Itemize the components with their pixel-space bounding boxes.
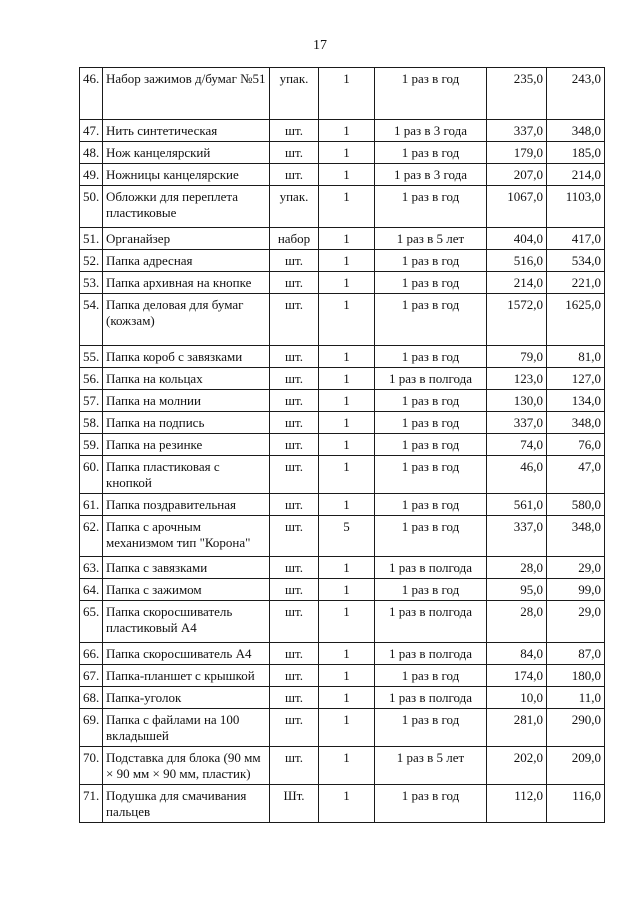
row-number-cell: 53.	[80, 272, 103, 294]
price-value-max-cell: 243,0	[547, 68, 605, 120]
price-value-cell: 561,0	[487, 494, 547, 516]
table-row	[80, 687, 605, 709]
price-value-max-cell: 127,0	[547, 368, 605, 390]
table-row	[80, 390, 605, 412]
price-value-cell: 516,0	[487, 250, 547, 272]
replacement-frequency-cell: 1 раз в полгода	[375, 643, 487, 665]
price-value-cell: 28,0	[487, 601, 547, 643]
item-name-cell: Папка на молнии	[103, 390, 270, 412]
unit-of-measure-cell: шт.	[270, 665, 319, 687]
quantity-cell: 1	[319, 456, 375, 494]
unit-of-measure-cell: упак.	[270, 186, 319, 228]
quantity-cell: 1	[319, 68, 375, 120]
item-name-cell: Ножницы канцелярские	[103, 164, 270, 186]
row-number-cell: 71.	[80, 785, 103, 823]
price-value-cell: 28,0	[487, 557, 547, 579]
row-number-cell: 54.	[80, 294, 103, 346]
unit-of-measure-cell: шт.	[270, 494, 319, 516]
unit-of-measure-cell: шт.	[270, 272, 319, 294]
replacement-frequency-cell: 1 раз в год	[375, 68, 487, 120]
unit-of-measure-cell: шт.	[270, 516, 319, 557]
supplies-table	[79, 67, 605, 823]
replacement-frequency-cell: 1 раз в 3 года	[375, 120, 487, 142]
unit-of-measure-cell: шт.	[270, 164, 319, 186]
price-value-cell: 207,0	[487, 164, 547, 186]
unit-of-measure-cell: шт.	[270, 368, 319, 390]
price-value-max-cell: 348,0	[547, 120, 605, 142]
table-row	[80, 601, 605, 643]
unit-of-measure-cell: упак.	[270, 68, 319, 120]
item-name-cell: Папка архивная на кнопке	[103, 272, 270, 294]
price-value-max-cell: 290,0	[547, 709, 605, 747]
table-row	[80, 579, 605, 601]
unit-of-measure-cell: шт.	[270, 250, 319, 272]
row-number-cell: 68.	[80, 687, 103, 709]
replacement-frequency-cell: 1 раз в год	[375, 494, 487, 516]
price-value-max-cell: 180,0	[547, 665, 605, 687]
item-name-cell: Папка короб с завязками	[103, 346, 270, 368]
price-value-max-cell: 185,0	[547, 142, 605, 164]
table-row	[80, 250, 605, 272]
row-number-cell: 47.	[80, 120, 103, 142]
replacement-frequency-cell: 1 раз в 3 года	[375, 164, 487, 186]
replacement-frequency-cell: 1 раз в год	[375, 412, 487, 434]
item-name-cell: Папка с завязками	[103, 557, 270, 579]
table-row	[80, 164, 605, 186]
item-name-cell: Папка-планшет с крышкой	[103, 665, 270, 687]
price-value-cell: 337,0	[487, 516, 547, 557]
quantity-cell: 1	[319, 164, 375, 186]
quantity-cell: 1	[319, 294, 375, 346]
replacement-frequency-cell: 1 раз в год	[375, 186, 487, 228]
row-number-cell: 50.	[80, 186, 103, 228]
row-number-cell: 58.	[80, 412, 103, 434]
price-value-max-cell: 214,0	[547, 164, 605, 186]
unit-of-measure-cell: шт.	[270, 643, 319, 665]
unit-of-measure-cell: шт.	[270, 390, 319, 412]
row-number-cell: 66.	[80, 643, 103, 665]
table-row	[80, 272, 605, 294]
price-value-cell: 95,0	[487, 579, 547, 601]
price-value-max-cell: 1103,0	[547, 186, 605, 228]
price-value-max-cell: 417,0	[547, 228, 605, 250]
unit-of-measure-cell: шт.	[270, 434, 319, 456]
price-value-cell: 235,0	[487, 68, 547, 120]
row-number-cell: 48.	[80, 142, 103, 164]
replacement-frequency-cell: 1 раз в год	[375, 785, 487, 823]
replacement-frequency-cell: 1 раз в год	[375, 250, 487, 272]
price-value-max-cell: 81,0	[547, 346, 605, 368]
quantity-cell: 1	[319, 228, 375, 250]
unit-of-measure-cell: шт.	[270, 294, 319, 346]
price-value-cell: 214,0	[487, 272, 547, 294]
price-value-max-cell: 209,0	[547, 747, 605, 785]
item-name-cell: Папка с зажимом	[103, 579, 270, 601]
row-number-cell: 59.	[80, 434, 103, 456]
replacement-frequency-cell: 1 раз в год	[375, 346, 487, 368]
row-number-cell: 69.	[80, 709, 103, 747]
row-number-cell: 60.	[80, 456, 103, 494]
quantity-cell: 1	[319, 665, 375, 687]
price-value-cell: 130,0	[487, 390, 547, 412]
quantity-cell: 1	[319, 412, 375, 434]
row-number-cell: 51.	[80, 228, 103, 250]
price-value-cell: 202,0	[487, 747, 547, 785]
replacement-frequency-cell: 1 раз в 5 лет	[375, 747, 487, 785]
table-row	[80, 643, 605, 665]
row-number-cell: 57.	[80, 390, 103, 412]
quantity-cell: 1	[319, 747, 375, 785]
unit-of-measure-cell: шт.	[270, 142, 319, 164]
quantity-cell: 1	[319, 494, 375, 516]
replacement-frequency-cell: 1 раз в год	[375, 294, 487, 346]
unit-of-measure-cell: набор	[270, 228, 319, 250]
price-value-max-cell: 348,0	[547, 516, 605, 557]
unit-of-measure-cell: шт.	[270, 709, 319, 747]
item-name-cell: Папка поздравительная	[103, 494, 270, 516]
unit-of-measure-cell: шт.	[270, 346, 319, 368]
item-name-cell: Папка на резинке	[103, 434, 270, 456]
item-name-cell: Нож канцелярский	[103, 142, 270, 164]
table-row	[80, 557, 605, 579]
quantity-cell: 5	[319, 516, 375, 557]
row-number-cell: 63.	[80, 557, 103, 579]
row-number-cell: 67.	[80, 665, 103, 687]
table-row	[80, 142, 605, 164]
price-value-max-cell: 580,0	[547, 494, 605, 516]
replacement-frequency-cell: 1 раз в год	[375, 709, 487, 747]
price-value-cell: 112,0	[487, 785, 547, 823]
unit-of-measure-cell: шт.	[270, 120, 319, 142]
table-body	[80, 68, 605, 823]
item-name-cell: Папка пластиковая с кнопкой	[103, 456, 270, 494]
price-value-cell: 123,0	[487, 368, 547, 390]
price-value-max-cell: 116,0	[547, 785, 605, 823]
row-number-cell: 56.	[80, 368, 103, 390]
quantity-cell: 1	[319, 643, 375, 665]
quantity-cell: 1	[319, 709, 375, 747]
replacement-frequency-cell: 1 раз в год	[375, 142, 487, 164]
item-name-cell: Органайзер	[103, 228, 270, 250]
item-name-cell: Набор зажимов д/бумаг №51	[103, 68, 270, 120]
row-number-cell: 64.	[80, 579, 103, 601]
row-number-cell: 55.	[80, 346, 103, 368]
table-row	[80, 346, 605, 368]
table-row	[80, 747, 605, 785]
price-value-cell: 281,0	[487, 709, 547, 747]
row-number-cell: 62.	[80, 516, 103, 557]
price-value-max-cell: 221,0	[547, 272, 605, 294]
quantity-cell: 1	[319, 346, 375, 368]
price-value-cell: 179,0	[487, 142, 547, 164]
unit-of-measure-cell: шт.	[270, 456, 319, 494]
table-row	[80, 494, 605, 516]
row-number-cell: 52.	[80, 250, 103, 272]
page-number: 17	[313, 38, 327, 53]
replacement-frequency-cell: 1 раз в полгода	[375, 557, 487, 579]
unit-of-measure-cell: шт.	[270, 579, 319, 601]
quantity-cell: 1	[319, 687, 375, 709]
item-name-cell: Нить синтетическая	[103, 120, 270, 142]
row-number-cell: 65.	[80, 601, 103, 643]
table-row	[80, 516, 605, 557]
replacement-frequency-cell: 1 раз в год	[375, 516, 487, 557]
price-value-cell: 46,0	[487, 456, 547, 494]
table-row	[80, 186, 605, 228]
replacement-frequency-cell: 1 раз в полгода	[375, 368, 487, 390]
price-value-cell: 84,0	[487, 643, 547, 665]
replacement-frequency-cell: 1 раз в год	[375, 390, 487, 412]
price-value-max-cell: 348,0	[547, 412, 605, 434]
unit-of-measure-cell: шт.	[270, 601, 319, 643]
price-value-cell: 337,0	[487, 412, 547, 434]
table-row	[80, 665, 605, 687]
table-row	[80, 68, 605, 120]
row-number-cell: 61.	[80, 494, 103, 516]
price-value-max-cell: 99,0	[547, 579, 605, 601]
price-value-max-cell: 534,0	[547, 250, 605, 272]
item-name-cell: Папка с арочным механизмом тип "Корона"	[103, 516, 270, 557]
item-name-cell: Подушка для смачивания пальцев	[103, 785, 270, 823]
quantity-cell: 1	[319, 390, 375, 412]
table-row	[80, 785, 605, 823]
item-name-cell: Папка на подпись	[103, 412, 270, 434]
quantity-cell: 1	[319, 142, 375, 164]
table-row	[80, 709, 605, 747]
item-name-cell: Папка с файлами на 100 вкладышей	[103, 709, 270, 747]
table-row	[80, 456, 605, 494]
quantity-cell: 1	[319, 186, 375, 228]
quantity-cell: 1	[319, 368, 375, 390]
price-value-max-cell: 29,0	[547, 557, 605, 579]
quantity-cell: 1	[319, 785, 375, 823]
row-number-cell: 70.	[80, 747, 103, 785]
item-name-cell: Папка на кольцах	[103, 368, 270, 390]
replacement-frequency-cell: 1 раз в год	[375, 456, 487, 494]
price-value-cell: 1067,0	[487, 186, 547, 228]
unit-of-measure-cell: шт.	[270, 557, 319, 579]
replacement-frequency-cell: 1 раз в год	[375, 579, 487, 601]
replacement-frequency-cell: 1 раз в 5 лет	[375, 228, 487, 250]
price-value-max-cell: 1625,0	[547, 294, 605, 346]
price-value-cell: 337,0	[487, 120, 547, 142]
quantity-cell: 1	[319, 601, 375, 643]
table-row	[80, 294, 605, 346]
price-value-max-cell: 87,0	[547, 643, 605, 665]
unit-of-measure-cell: Шт.	[270, 785, 319, 823]
item-name-cell: Папка деловая для бумаг (кожзам)	[103, 294, 270, 346]
table-row	[80, 412, 605, 434]
quantity-cell: 1	[319, 120, 375, 142]
table-row	[80, 228, 605, 250]
price-value-max-cell: 11,0	[547, 687, 605, 709]
item-name-cell: Обложки для переплета пластиковые	[103, 186, 270, 228]
item-name-cell: Папка скоросшиватель А4	[103, 643, 270, 665]
replacement-frequency-cell: 1 раз в полгода	[375, 687, 487, 709]
quantity-cell: 1	[319, 272, 375, 294]
item-name-cell: Папка адресная	[103, 250, 270, 272]
price-value-max-cell: 29,0	[547, 601, 605, 643]
table-row	[80, 434, 605, 456]
price-value-cell: 10,0	[487, 687, 547, 709]
price-value-cell: 404,0	[487, 228, 547, 250]
price-value-cell: 174,0	[487, 665, 547, 687]
item-name-cell: Папка-уголок	[103, 687, 270, 709]
quantity-cell: 1	[319, 250, 375, 272]
price-value-cell: 74,0	[487, 434, 547, 456]
table-row	[80, 120, 605, 142]
replacement-frequency-cell: 1 раз в полгода	[375, 601, 487, 643]
row-number-cell: 46.	[80, 68, 103, 120]
price-value-cell: 1572,0	[487, 294, 547, 346]
table-row	[80, 368, 605, 390]
unit-of-measure-cell: шт.	[270, 412, 319, 434]
quantity-cell: 1	[319, 579, 375, 601]
row-number-cell: 49.	[80, 164, 103, 186]
price-value-max-cell: 134,0	[547, 390, 605, 412]
item-name-cell: Подставка для блока (90 мм × 90 мм × 90 мм, пластик)	[103, 747, 270, 785]
price-value-max-cell: 76,0	[547, 434, 605, 456]
unit-of-measure-cell: шт.	[270, 687, 319, 709]
unit-of-measure-cell: шт.	[270, 747, 319, 785]
replacement-frequency-cell: 1 раз в год	[375, 272, 487, 294]
replacement-frequency-cell: 1 раз в год	[375, 665, 487, 687]
price-value-cell: 79,0	[487, 346, 547, 368]
quantity-cell: 1	[319, 557, 375, 579]
item-name-cell: Папка скоросшиватель пластиковый А4	[103, 601, 270, 643]
replacement-frequency-cell: 1 раз в год	[375, 434, 487, 456]
quantity-cell: 1	[319, 434, 375, 456]
price-value-max-cell: 47,0	[547, 456, 605, 494]
